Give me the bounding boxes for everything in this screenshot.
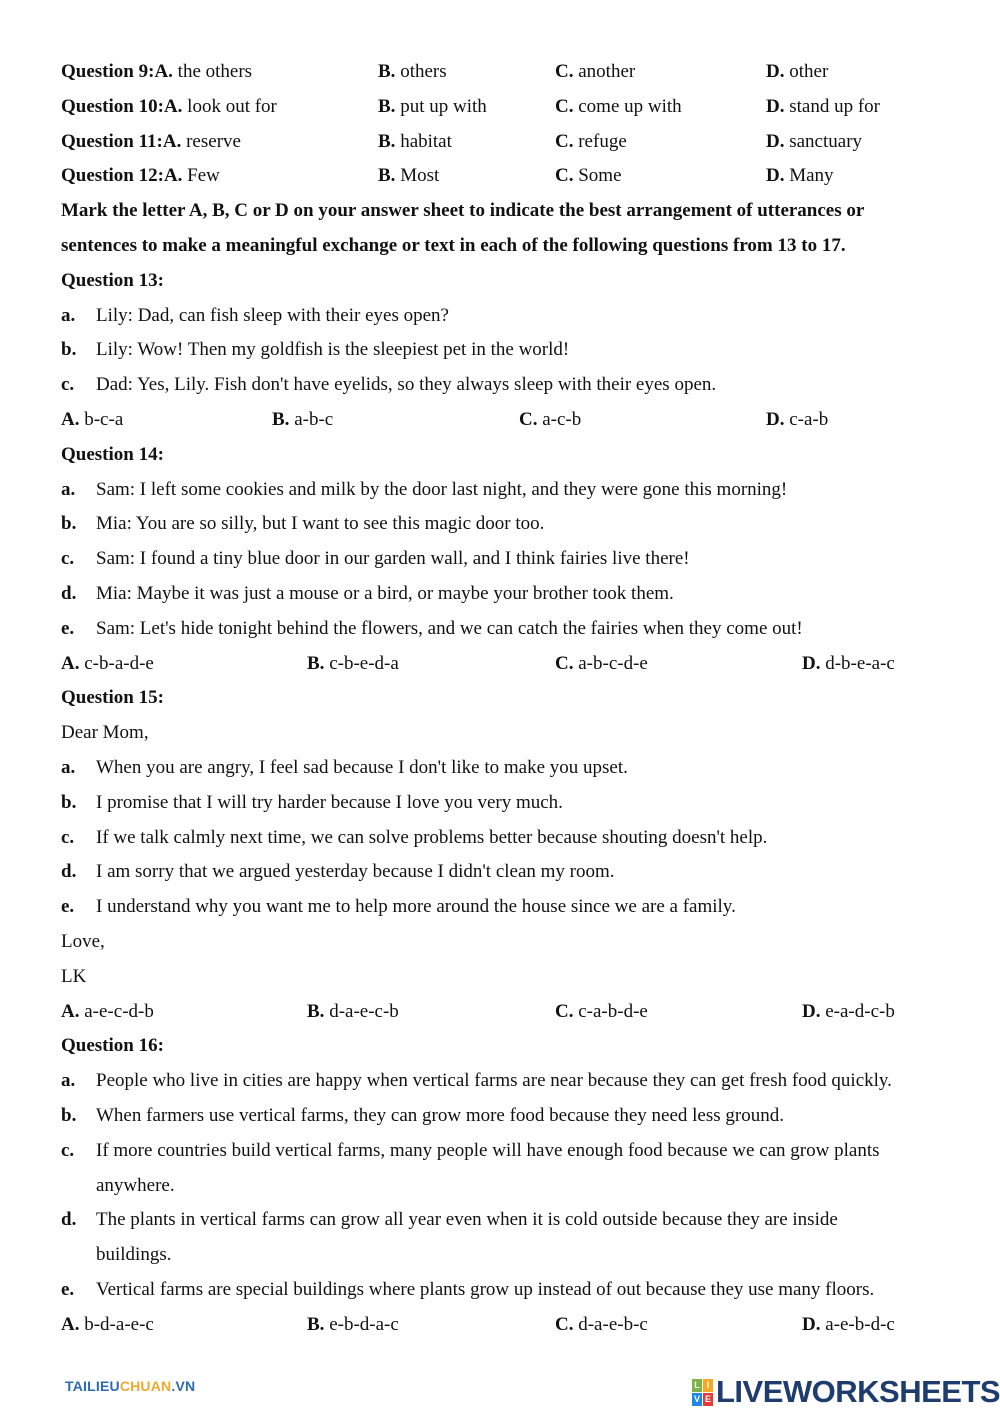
option-text: sanctuary bbox=[789, 130, 863, 152]
option-d[interactable] bbox=[766, 403, 828, 438]
option-letter: B. bbox=[378, 95, 396, 117]
option-a[interactable] bbox=[61, 159, 220, 194]
live-letter: I bbox=[703, 1379, 713, 1392]
list-item bbox=[61, 751, 951, 786]
question-number: Question 12: bbox=[61, 165, 164, 187]
list-item bbox=[61, 1203, 951, 1238]
option-text: a-e-b-d-c bbox=[825, 1313, 895, 1335]
list-item bbox=[61, 577, 951, 612]
option-b[interactable] bbox=[307, 647, 399, 682]
item-label: a. bbox=[61, 304, 76, 326]
item-text: Lily: Wow! Then my goldfish is the sleepiest pet in the world! bbox=[96, 339, 570, 361]
list-item bbox=[61, 1064, 951, 1099]
option-d[interactable] bbox=[766, 159, 834, 194]
option-letter: B. bbox=[307, 1313, 325, 1335]
option-a[interactable] bbox=[61, 647, 154, 682]
item-text: I understand why you want me to help more around the house since we are a family. bbox=[96, 896, 736, 918]
option-text: reserve bbox=[186, 130, 241, 152]
item-text: anywhere. bbox=[96, 1174, 175, 1196]
option-letter: C. bbox=[555, 652, 574, 674]
item-text: Sam: I left some cookies and milk by the door last night, and they were gone this morning! bbox=[96, 478, 788, 500]
option-text: Most bbox=[400, 165, 440, 187]
option-letter: D. bbox=[766, 408, 785, 430]
option-letter: C. bbox=[555, 130, 574, 152]
option-letter: A. bbox=[61, 652, 80, 674]
list-item bbox=[61, 542, 951, 577]
answer-options bbox=[61, 647, 951, 682]
option-letter: A. bbox=[154, 61, 173, 82]
item-text: buildings. bbox=[96, 1244, 172, 1266]
closing-text: Love, bbox=[61, 930, 105, 952]
option-a[interactable] bbox=[61, 55, 252, 90]
list-item bbox=[61, 890, 951, 925]
option-letter: D. bbox=[766, 95, 785, 117]
option-a[interactable] bbox=[61, 403, 123, 438]
option-c[interactable] bbox=[555, 125, 627, 160]
list-item bbox=[61, 1099, 951, 1134]
option-d[interactable] bbox=[766, 55, 828, 90]
option-a[interactable] bbox=[61, 1308, 154, 1343]
item-label: c. bbox=[61, 1139, 75, 1161]
option-letter: C. bbox=[555, 95, 574, 117]
option-letter: A. bbox=[61, 1000, 80, 1022]
list-item-continued bbox=[61, 1238, 951, 1273]
option-letter: C. bbox=[555, 1000, 574, 1022]
logo-text: .VN bbox=[171, 1378, 196, 1394]
option-letter: D. bbox=[766, 165, 785, 187]
question-number: Question 11: bbox=[61, 130, 163, 152]
option-a[interactable] bbox=[61, 995, 154, 1030]
option-letter: B. bbox=[307, 652, 325, 674]
option-text: other bbox=[789, 61, 829, 82]
item-label: d. bbox=[61, 1209, 77, 1231]
option-c[interactable] bbox=[555, 647, 648, 682]
question-number: Question 10: bbox=[61, 95, 164, 117]
option-letter: A. bbox=[61, 1313, 80, 1335]
item-text: If more countries build vertical farms, many people will have enough food because we can grow plants bbox=[96, 1139, 880, 1161]
item-text: Sam: Let's hide tonight behind the flowers, and we can catch the fairies when they come out! bbox=[96, 617, 803, 639]
option-b[interactable] bbox=[378, 55, 447, 90]
option-c[interactable] bbox=[555, 159, 622, 194]
item-label: b. bbox=[61, 791, 77, 813]
question-title: Question 15: bbox=[61, 687, 164, 709]
liveworksheets-logo bbox=[692, 1374, 1000, 1410]
list-item bbox=[61, 786, 951, 821]
option-letter: D. bbox=[802, 652, 821, 674]
option-text: d-a-e-c-b bbox=[329, 1000, 399, 1022]
option-letter: C. bbox=[519, 408, 538, 430]
option-text: b-d-a-e-c bbox=[84, 1313, 154, 1335]
live-letter: L bbox=[692, 1379, 702, 1392]
option-letter: D. bbox=[766, 130, 785, 152]
option-text: Many bbox=[789, 165, 834, 187]
option-c[interactable] bbox=[555, 90, 682, 125]
option-letter: A. bbox=[163, 95, 183, 117]
item-text: Lily: Dad, can fish sleep with their eyes open? bbox=[96, 304, 449, 326]
option-text: look out for bbox=[187, 95, 277, 117]
option-a[interactable] bbox=[61, 125, 241, 160]
option-c[interactable] bbox=[555, 1308, 648, 1343]
option-text: Few bbox=[187, 165, 220, 187]
signature-text: LK bbox=[61, 965, 87, 987]
option-text: c-b-a-d-e bbox=[84, 652, 154, 674]
list-item bbox=[61, 855, 951, 890]
item-label: d. bbox=[61, 582, 77, 604]
list-item bbox=[61, 612, 951, 647]
list-item bbox=[61, 821, 951, 856]
item-label: a. bbox=[61, 756, 76, 778]
item-text: If we talk calmly next time, we can solve problems better because shouting doesn't help. bbox=[96, 826, 768, 848]
closing bbox=[61, 925, 951, 960]
tailieuchuan-logo bbox=[65, 1378, 195, 1394]
question-title bbox=[61, 264, 951, 299]
item-label: b. bbox=[61, 1104, 77, 1126]
option-text: refuge bbox=[578, 130, 627, 152]
option-letter: B. bbox=[307, 1000, 325, 1022]
option-letter: B. bbox=[378, 165, 396, 187]
option-letter: D. bbox=[802, 1000, 821, 1022]
live-letter: E bbox=[704, 1393, 711, 1404]
item-text: I am sorry that we argued yesterday because I didn't clean my room. bbox=[96, 861, 615, 883]
option-d[interactable] bbox=[766, 90, 880, 125]
option-b[interactable] bbox=[307, 995, 399, 1030]
option-text: a-e-c-d-b bbox=[84, 1000, 154, 1022]
item-label: e. bbox=[61, 896, 75, 918]
item-text: Mia: Maybe it was just a mouse or a bird, or maybe your brother took them. bbox=[96, 582, 674, 604]
instruction-text: Mark the letter A, B, C or D on your answer sheet to indicate the best arrangement of utterances or bbox=[61, 200, 865, 222]
item-text: Mia: You are so silly, but I want to see this magic door too. bbox=[96, 513, 545, 535]
option-letter: D. bbox=[766, 61, 785, 82]
option-d[interactable] bbox=[802, 995, 895, 1030]
item-label: d. bbox=[61, 861, 77, 883]
option-letter: B. bbox=[272, 408, 290, 430]
option-c[interactable] bbox=[519, 403, 581, 438]
option-text: another bbox=[578, 61, 636, 82]
option-text: the others bbox=[177, 61, 253, 82]
item-label: b. bbox=[61, 513, 77, 535]
option-c[interactable] bbox=[555, 55, 635, 90]
item-label: b. bbox=[61, 339, 77, 361]
item-label: e. bbox=[61, 617, 75, 639]
list-item bbox=[61, 507, 951, 542]
question-title: Question 13: bbox=[61, 269, 164, 291]
item-text: Sam: I found a tiny blue door in our garden wall, and I think fairies live there! bbox=[96, 548, 690, 570]
option-letter: A. bbox=[162, 130, 182, 152]
option-letter: B. bbox=[378, 130, 396, 152]
item-label: e. bbox=[61, 1278, 75, 1300]
item-text: I promise that I will try harder because I love you very much. bbox=[96, 791, 563, 813]
item-text: Dad: Yes, Lily. Fish don't have eyelids, so they always sleep with their eyes open. bbox=[96, 374, 717, 396]
option-text: b-c-a bbox=[84, 408, 124, 430]
question-row bbox=[61, 55, 951, 90]
option-text: put up with bbox=[400, 95, 487, 117]
list-item bbox=[61, 1134, 951, 1169]
list-item bbox=[61, 333, 951, 368]
item-text: The plants in vertical farms can grow all year even when it is cold outside because they are inside bbox=[96, 1209, 838, 1231]
option-text: a-b-c-d-e bbox=[578, 652, 648, 674]
option-a[interactable] bbox=[61, 90, 277, 125]
option-text: Some bbox=[578, 165, 622, 187]
question-title bbox=[61, 438, 951, 473]
question-title bbox=[61, 681, 951, 716]
option-b[interactable] bbox=[307, 1308, 399, 1343]
list-item bbox=[61, 1273, 951, 1308]
answer-options bbox=[61, 1308, 951, 1343]
option-text: stand up for bbox=[789, 95, 880, 117]
option-text: c-b-e-d-a bbox=[329, 652, 399, 674]
list-item-continued bbox=[61, 1169, 951, 1204]
worksheet-page bbox=[61, 55, 951, 1342]
item-label: c. bbox=[61, 826, 75, 848]
option-letter: D. bbox=[802, 1313, 821, 1335]
greeting-text: Dear Mom, bbox=[61, 722, 149, 744]
option-text: c-a-b bbox=[789, 408, 829, 430]
question-title bbox=[61, 1029, 951, 1064]
question-title: Question 16: bbox=[61, 1035, 164, 1057]
question-number: Question 9: bbox=[61, 61, 155, 82]
option-text: a-b-c bbox=[294, 408, 334, 430]
option-letter: C. bbox=[555, 165, 574, 187]
item-text: People who live in cities are happy when vertical farms are near because they can get fresh food quickly. bbox=[96, 1070, 892, 1092]
signature bbox=[61, 960, 951, 995]
item-label: a. bbox=[61, 478, 76, 500]
option-letter: A. bbox=[61, 408, 80, 430]
answer-options bbox=[61, 403, 951, 438]
question-row bbox=[61, 125, 951, 160]
answer-options bbox=[61, 995, 951, 1030]
option-text: e-a-d-c-b bbox=[825, 1000, 895, 1022]
item-label: c. bbox=[61, 548, 75, 570]
option-text: habitat bbox=[400, 130, 452, 152]
option-d[interactable] bbox=[802, 1308, 895, 1343]
option-b[interactable] bbox=[378, 90, 487, 125]
option-text: a-c-b bbox=[542, 408, 582, 430]
option-text: c-a-b-d-e bbox=[578, 1000, 648, 1022]
live-icon bbox=[692, 1379, 713, 1406]
option-b[interactable] bbox=[378, 159, 439, 194]
instruction bbox=[61, 194, 951, 229]
option-letter: C. bbox=[555, 1313, 574, 1335]
option-text: e-b-d-a-c bbox=[329, 1313, 399, 1335]
question-row bbox=[61, 159, 951, 194]
option-letter: B. bbox=[378, 61, 396, 82]
option-b[interactable] bbox=[272, 403, 333, 438]
option-c[interactable] bbox=[555, 995, 648, 1030]
option-text: others bbox=[400, 61, 447, 82]
option-d[interactable] bbox=[766, 125, 862, 160]
item-text: When you are angry, I feel sad because I don't like to make you upset. bbox=[96, 756, 628, 778]
option-letter: C. bbox=[555, 61, 574, 82]
option-text: d-b-e-a-c bbox=[825, 652, 895, 674]
option-b[interactable] bbox=[378, 125, 452, 160]
item-label: c. bbox=[61, 374, 75, 396]
logo-text: TAILIEU bbox=[65, 1378, 120, 1394]
logo-text: LIVEWORKSHEETS bbox=[716, 1374, 1000, 1409]
live-letter: V bbox=[693, 1393, 700, 1404]
question-row bbox=[61, 90, 951, 125]
list-item bbox=[61, 473, 951, 508]
option-text: come up with bbox=[578, 95, 682, 117]
item-text: Vertical farms are special buildings where plants grow up instead of out because they use many floors. bbox=[96, 1278, 875, 1300]
list-item bbox=[61, 368, 951, 403]
question-title: Question 14: bbox=[61, 443, 164, 465]
option-d[interactable] bbox=[802, 647, 895, 682]
option-letter: A. bbox=[163, 165, 183, 187]
option-text: d-a-e-b-c bbox=[578, 1313, 648, 1335]
logo-text: CHUAN bbox=[119, 1378, 172, 1394]
item-label: a. bbox=[61, 1070, 76, 1092]
greeting bbox=[61, 716, 951, 751]
item-text: When farmers use vertical farms, they can grow more food because they need less ground. bbox=[96, 1104, 784, 1126]
instruction bbox=[61, 229, 951, 264]
instruction-text: sentences to make a meaningful exchange or text in each of the following questions from 13 to 17. bbox=[61, 234, 846, 256]
list-item bbox=[61, 299, 951, 334]
